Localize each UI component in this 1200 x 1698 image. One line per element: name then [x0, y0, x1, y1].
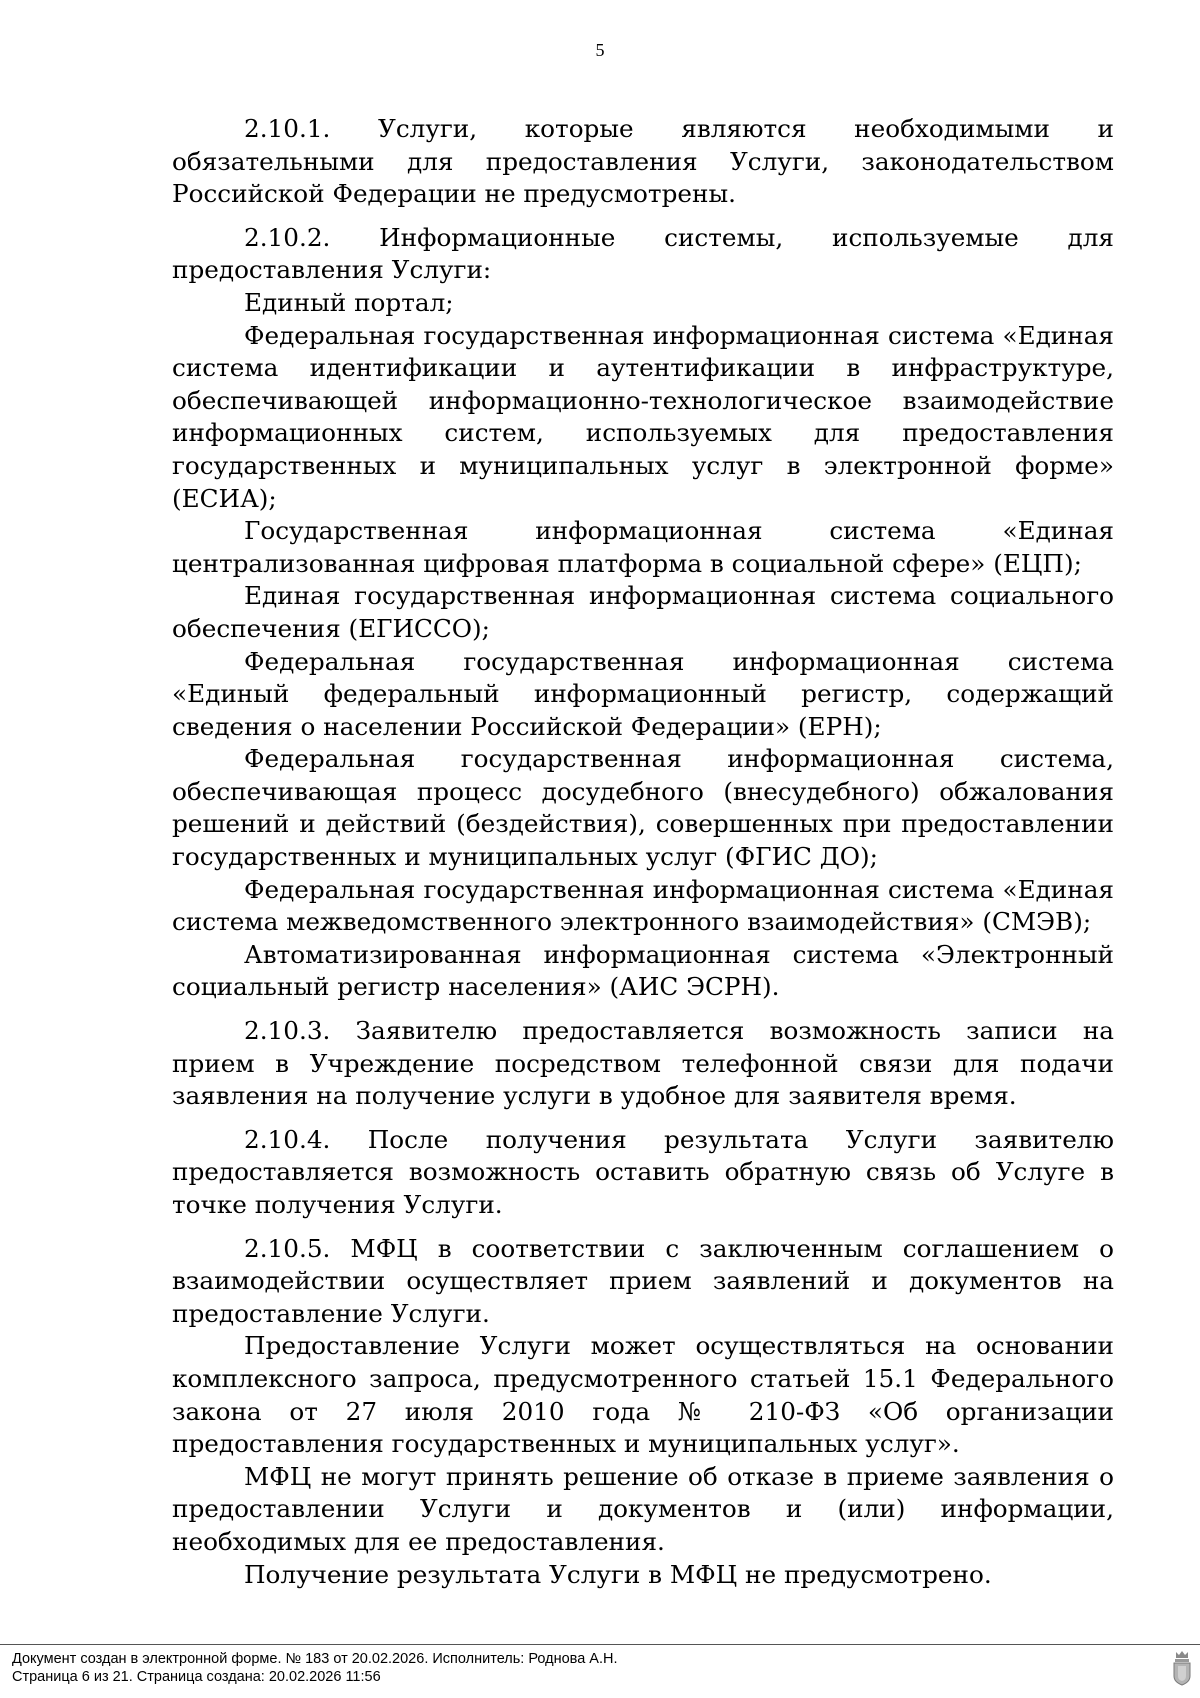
paragraph-2-10-5: 2.10.5. МФЦ в соответствии с заключенным соглашением о взаимодействии осуществляет прием заявлений и документов на предоставление Услуги.: [172, 1233, 1114, 1328]
page-number: 5: [595, 40, 605, 60]
coat-of-arms-icon: [1172, 1650, 1192, 1686]
document-footer: [12, 1650, 618, 1686]
paragraph-2-10-1: 2.10.1. Услуги, которые являются необходимыми и обязательными для предоставления Услуги, законодательством Российской Федерации не предусмотрены.: [172, 114, 1114, 209]
paragraph-mfc-no-result: Получение результата Услуги в МФЦ не предусмотрено.: [244, 1559, 992, 1589]
footer-document-info: Документ создан в электронной форме. № 183 от 20.02.2026. Исполнитель: Роднова А.Н.: [12, 1651, 618, 1667]
list-item-smev: Федеральная государственная информационная система «Единая система межведомственного электронного взаимодействия» (СМЭВ);: [172, 874, 1114, 937]
paragraph-2-10-2: 2.10.2. Информационные системы, используемые для предоставления Услуги:: [172, 222, 1114, 285]
list-item-fgis-do: Федеральная государственная информационная система, обеспечивающая процесс досудебного (внесудебного) обжалования решений и действий (бездействия), совершенных при предоставлении государственных и муниципальных услуг (ФГИС ДО);: [172, 744, 1114, 872]
list-item-ecp: Государственная информационная система «Единая централизованная цифровая платформа в социальной сфере» (ЕЦП);: [172, 516, 1114, 578]
list-item-ais-esrn: Автоматизированная информационная система «Электронный социальный регистр населения» (АИС ЭСРН).: [172, 939, 1114, 1002]
document-body: [172, 113, 1114, 1591]
list-item-esia: Федеральная государственная информационная система «Единая система идентификации и аутентификации в инфраструктуре, обеспечивающей информационно-технологическое взаимодействие информационных систем, используемых для предоставления государственных и муниципальных услуг в электронной форме» (ЕСИА);: [172, 320, 1114, 513]
list-item-unified-portal: Единый портал;: [244, 287, 454, 317]
paragraph-mfc-no-refusal: МФЦ не могут принять решение об отказе в приеме заявления о предоставлении Услуги и документов и (или) информации, необходимых для ее предоставления.: [172, 1461, 1114, 1556]
list-item-ern: Федеральная государственная информационная система «Единый федеральный информационный регистр, содержащий сведения о населении Российской Федерации» (ЕРН);: [172, 646, 1114, 741]
footer-page-info: Страница 6 из 21. Страница создана: 20.02.2026 11:56: [12, 1669, 381, 1685]
paragraph-2-10-3: 2.10.3. Заявителю предоставляется возможность записи на прием в Учреждение посредством телефонной связи для подачи заявления на получение услуги в удобное для заявителя время.: [172, 1016, 1114, 1111]
paragraph-2-10-4: 2.10.4. После получения результата Услуги заявителю предоставляется возможность оставить обратную связь об Услуге в точке получения Услуги.: [172, 1124, 1114, 1219]
paragraph-complex-request: Предоставление Услуги может осуществляться на основании комплексного запроса, предусмотренного статьей 15.1 Федерального закона от 27 июля 2010 года № 210-ФЗ «Об организации предоставления государственных и муниципальных услуг».: [172, 1331, 1114, 1459]
list-item-egisso: Единая государственная информационная система социального обеспечения (ЕГИССО);: [172, 581, 1114, 643]
footer-divider: [0, 1644, 1200, 1645]
